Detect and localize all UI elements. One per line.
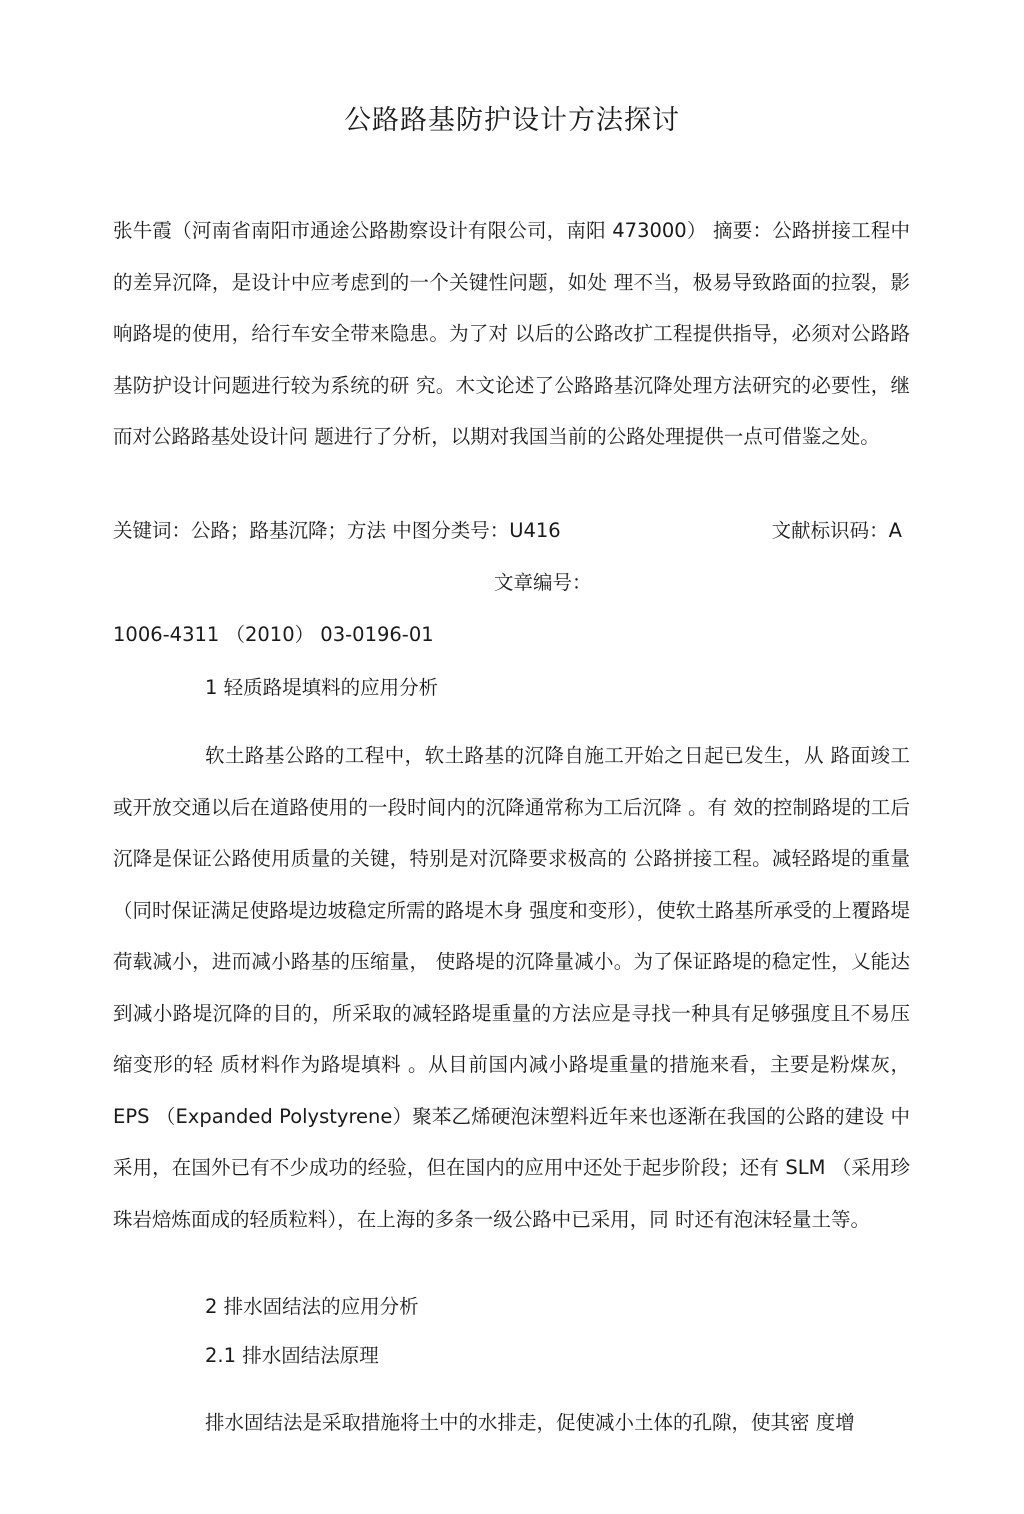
section-1-body: 软土路基公路的工程中，软土路基的沉降自施工开始之日起已发生，从 路面竣工或开放交通以后在道路使用的一段时间内的沉降通常称为工后沉降 。有 效的控制路堤的工后沉降是保证公路使用质量的关键，特别是对沉降要求极高的 公路拼接工程。减轻路堤的重量（同时保证满足使路堤边坡稳定所需的路堤木身 强度和变形），使软土路基所承受的上覆路堤荷载减小，进而减小路基的压缩量， 使路堤的沉降量减小。为了保证路堤的稳定性，乂能达到减小路堤沉降的目的，所采取的减轻路堤重量的方法应是寻找一种具有足够强度且不易压缩变形的轻 质材料作为路堤填料 。从目前国内减小路堤重量的措施来看，主要是粉煤灰，EPS （Expanded Polystyrene）聚苯乙烯硬泡沫塑料近年来也逐渐在我国的公路的建设 中采用，在国外已有不少成功的经验，但在国内的应用中还处于起步阶段；还有 SLM （采用珍珠岩焙炼面成的轻质粒料），在上海的多条一级公路中已采用，同 时还有泡沫轻量土等。: [113, 744, 910, 1231]
article-number: 1006-4311 （2010） 03-0196-01: [113, 623, 434, 646]
abstract-paragraph: 张牛霞（河南省南阳市通途公路勘察设计有限公司，南阳 473000） 摘要：公路拼接工程中的差异沉降，是设计中应考虑到的一个关键性问题，如处 理不当，极易导致路面的拉裂，影响路堤的使用，给行车安全带来隐患。为了对 以后的公路改扩工程提供指导，必须对公路路基防护设计问题进行较为系统的研 究。木文论述了公路路基沉降处理方法研究的必要性，继而对公路路基处设计问 题进行了分析，以期对我国当前的公路处理提供一点可借鉴之处。: [113, 219, 910, 448]
keywords-text: 关键词：公路；路基沉降；方法 中图分类号：U416: [113, 519, 561, 542]
article-number-label: 文章编号：: [494, 571, 592, 594]
document-code: 文献标识码：A: [771, 519, 902, 542]
section-2-1-body: 排水固结法是采取措施将土中的水排走，促使减小土体的孔隙，使其密 度增: [205, 1411, 855, 1434]
keywords-row: [113, 514, 910, 548]
section-2-heading: 2 排水固结法的应用分析: [205, 1295, 419, 1318]
section-1-heading: 1 轻质路堤填料的应用分析: [205, 676, 439, 699]
document-title: 公路路基防护设计方法探讨: [344, 105, 680, 136]
section-2-1-heading: 2.1 排水固结法原理: [205, 1344, 379, 1367]
